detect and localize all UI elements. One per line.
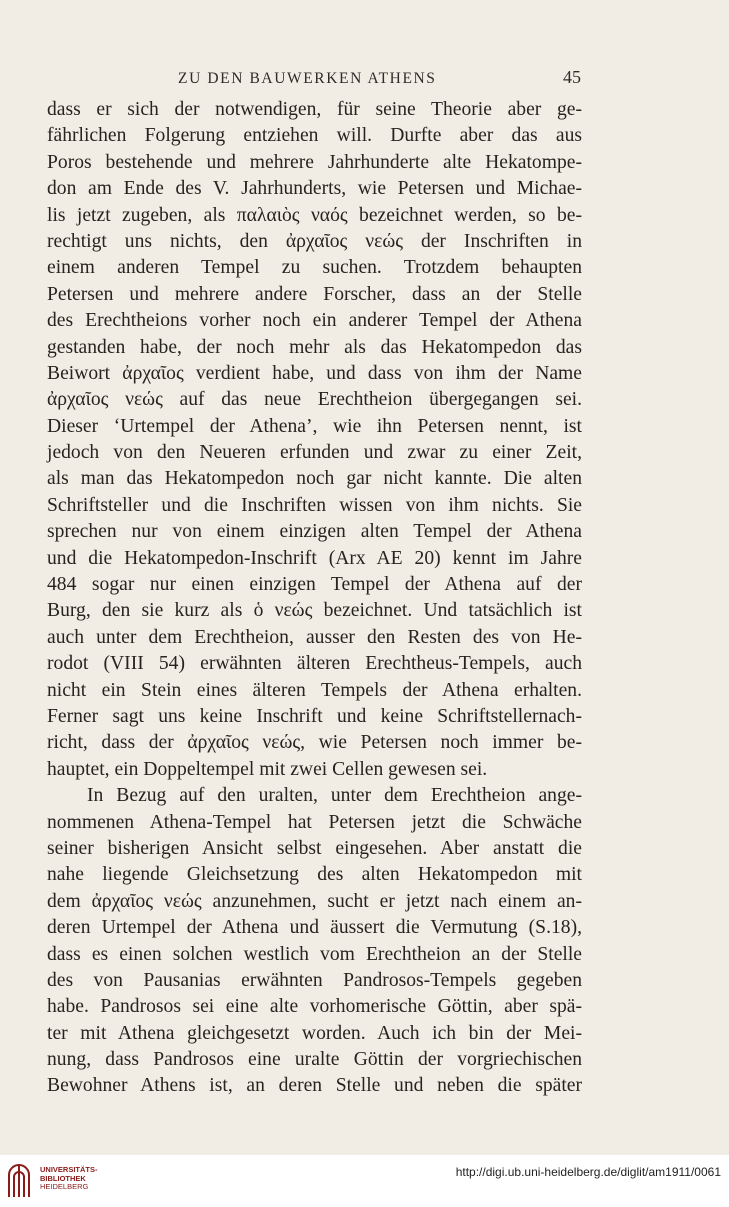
text-line: Bewohner Athens ist, an deren Stelle und neben die später (47, 1075, 582, 1097)
text-line: ἀρχαῖος νεώς auf das neue Erechtheion übergegangen sei. (47, 389, 582, 411)
heidelberg-library-logo-icon (6, 1163, 32, 1199)
text-line: rodot (VIII 54) erwähnten älteren Erechtheus-Tempels, auch (47, 653, 582, 675)
text-line: sprechen nur von einem einzigen alten Tempel der Athena (47, 521, 582, 543)
library-name-line: HEIDELBERG (40, 1182, 89, 1191)
text-line: nung, dass Pandrosos eine uralte Göttin der vorgriechischen (47, 1049, 582, 1071)
text-line: nicht ein Stein eines älteren Tempels der Athena erhalten. (47, 679, 582, 701)
text-line: lis jetzt zugeben, als παλαιὸς ναός bezeichnet werden, so be- (47, 204, 582, 226)
text-line: des von Pausanias erwähnten Pandrosos-Tempels gegeben (47, 969, 582, 991)
text-line: rechtigt uns nichts, den ἀρχαῖος νεώς der Inschriften in (47, 230, 582, 252)
text-line: deren Urtempel der Athena und äussert die Vermutung (S.18), (47, 917, 582, 939)
text-line: fährlichen Folgerung entziehen will. Durfte aber das aus (47, 125, 582, 147)
text-line: 484 sogar nur einen einzigen Tempel der Athena auf der (47, 574, 582, 596)
page-header (48, 67, 581, 92)
text-line: nahe liegende Gleichsetzung des alten Hekatompedon mit (47, 864, 582, 886)
library-name-line: UNIVERSITÄTS- (40, 1165, 98, 1174)
text-line: In Bezug auf den uralten, unter dem Erechtheion ange- (87, 785, 582, 807)
library-name (40, 1166, 98, 1192)
text-line: richt, dass der ἀρχαῖος νεώς, wie Petersen noch immer be- (47, 732, 582, 754)
text-line: don am Ende des V. Jahrhunderts, wie Petersen und Michae- (47, 178, 582, 200)
text-line: Dieser ‘Urtempel der Athena’, wie ihn Petersen nennt, ist (47, 415, 582, 437)
running-title: ZU DEN BAUWERKEN ATHENS (178, 70, 437, 87)
text-line: nommenen Athena-Tempel hat Petersen jetzt die Schwäche (47, 811, 582, 833)
text-line: des Erechtheions vorher noch ein anderer Tempel der Athena (47, 310, 582, 332)
text-line: habe. Pandrosos sei eine alte vorhomerische Göttin, aber spä- (47, 996, 582, 1018)
text-line: auch unter dem Erechtheion, ausser den Resten des von He- (47, 626, 582, 648)
text-line: Beiwort ἀρχαῖος verdient habe, und dass von ihm der Name (47, 362, 582, 384)
text-line: einem anderen Tempel zu suchen. Trotzdem behaupten (47, 257, 582, 279)
text-line: und die Hekatompedon-Inschrift (Arx AE 20) kennt im Jahre (47, 547, 582, 569)
text-line: seiner bisherigen Ansicht selbst eingesehen. Aber anstatt die (47, 837, 582, 859)
text-line: dass er sich der notwendigen, für seine Theorie aber ge- (47, 99, 582, 120)
text-line: ter mit Athena gleichgesetzt worden. Auch ich bin der Mei- (47, 1022, 582, 1044)
text-line: als man das Hekatompedon noch gar nicht kannte. Die alten (47, 468, 582, 490)
library-name-line: BIBLIOTHEK (40, 1173, 86, 1183)
text-line: Petersen und mehrere andere Forscher, dass an der Stelle (47, 283, 582, 305)
source-url-link[interactable]: http://digi.ub.uni-heidelberg.de/diglit/am1911/0061 (455, 1165, 721, 1179)
text-line: jedoch von den Neueren erfunden und zwar zu einer Zeit, (47, 442, 582, 464)
text-line: gestanden habe, der noch mehr als das Hekatompedon das (47, 336, 582, 358)
text-line: hauptet, ein Doppeltempel mit zwei Cellen gewesen sei. (47, 758, 488, 780)
text-line: Poros bestehende und mehrere Jahrhunderte alte Hekatompe- (47, 151, 582, 173)
text-line: Ferner sagt uns keine Inschrift und keine Schriftstellernach- (47, 705, 582, 727)
text-line: dem ἀρχαῖος νεώς anzunehmen, sucht er jetzt nach einem an- (47, 890, 582, 912)
body-text (47, 97, 582, 1100)
page-number: 45 (563, 67, 581, 87)
text-line: Burg, den sie kurz als ὁ νεώς bezeichnet. Und tatsächlich ist (47, 600, 582, 622)
text-line: Schriftsteller und die Inschriften wissen von ihm nichts. Sie (47, 494, 582, 516)
text-line: dass es einen solchen westlich vom Erechtheion an der Stelle (47, 943, 582, 965)
page-footer (0, 1155, 729, 1207)
